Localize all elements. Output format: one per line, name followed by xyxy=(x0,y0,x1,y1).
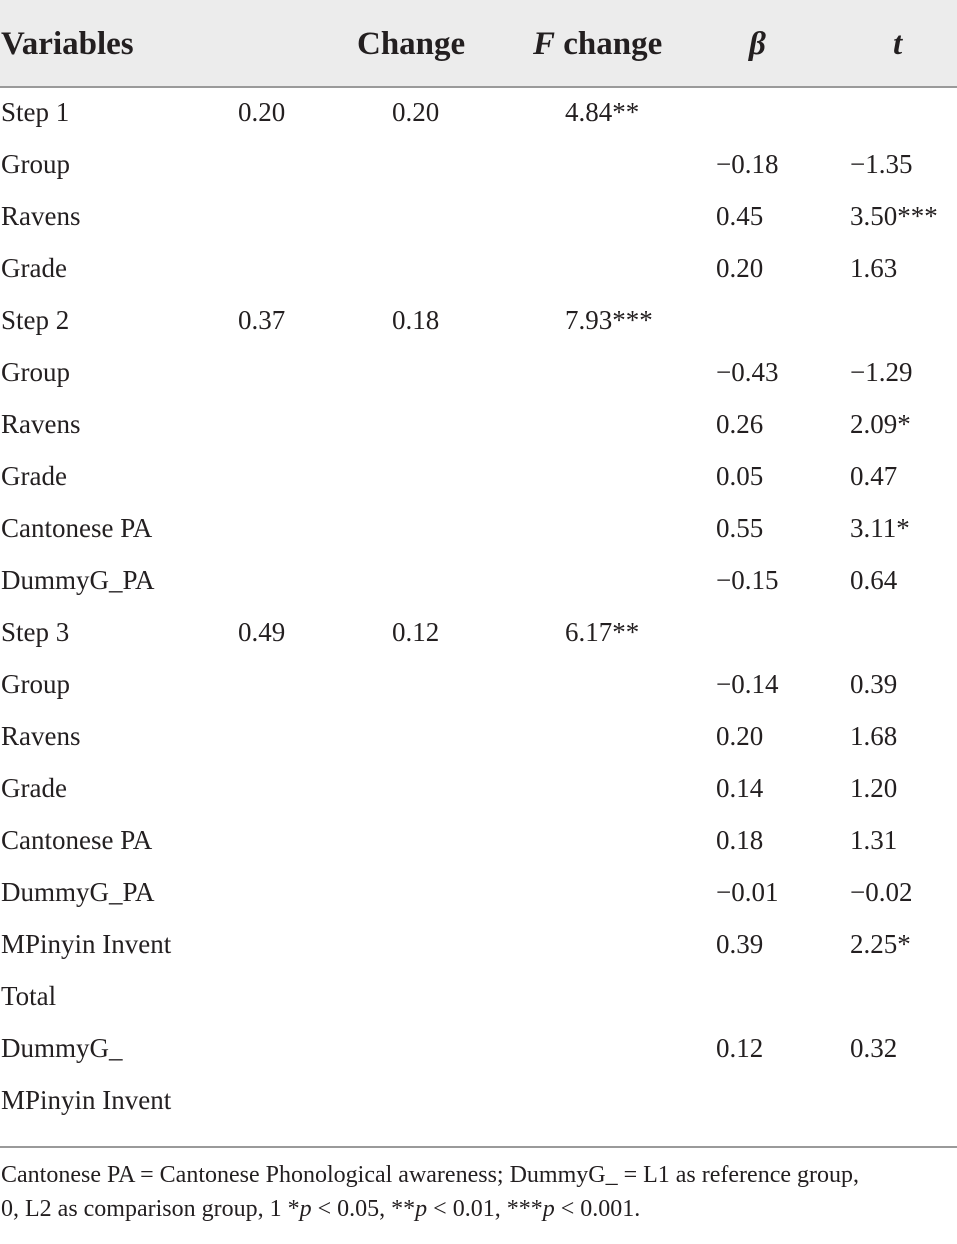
cell-t: 1.20 xyxy=(850,773,898,803)
table-row xyxy=(0,294,957,346)
table-row xyxy=(0,86,957,138)
cell-f-change: 7.93*** xyxy=(565,305,653,335)
header-f-symbol: F xyxy=(533,26,556,62)
table-row xyxy=(0,658,957,710)
cell-t: 0.64 xyxy=(850,565,898,595)
footnote-p-2: p xyxy=(415,1196,428,1222)
table-row xyxy=(0,970,957,1022)
cell-beta: −0.18 xyxy=(716,149,779,179)
cell-variable: Group xyxy=(1,149,70,179)
cell-variable: Group xyxy=(1,357,70,387)
cell-variable: Cantonese PA xyxy=(1,513,153,543)
cell-t: −0.02 xyxy=(850,877,913,907)
table-row xyxy=(0,814,957,866)
cell-variable: MPinyin Invent xyxy=(1,929,172,959)
cell-t: −1.35 xyxy=(850,149,913,179)
header-f-change xyxy=(533,22,662,66)
footnote-line-1: Cantonese PA = Cantonese Phonological awareness; DummyG_ = L1 as reference group, xyxy=(1,1162,859,1188)
cell-variable: Step 2 xyxy=(1,305,70,335)
footnote-line-2 xyxy=(1,1192,951,1226)
footnote-text-d: < 0.001. xyxy=(554,1196,641,1222)
cell-change: 0.18 xyxy=(392,305,440,335)
cell-t: 1.63 xyxy=(850,253,898,283)
table-row xyxy=(0,1022,957,1074)
cell-beta: 0.18 xyxy=(716,825,764,855)
cell-variable: Step 1 xyxy=(1,97,70,127)
cell-beta: 0.55 xyxy=(716,513,764,543)
cell-variable: DummyG_PA xyxy=(1,877,155,907)
cell-variable: Ravens xyxy=(1,721,81,751)
footnote-p-1: p xyxy=(299,1196,312,1222)
table-row xyxy=(0,190,957,242)
cell-f-change: 4.84** xyxy=(565,97,640,127)
footnote-text-b: < 0.05, ** xyxy=(311,1196,416,1222)
table-row xyxy=(0,398,957,450)
cell-t: 0.39 xyxy=(850,669,898,699)
cell-variable: Ravens xyxy=(1,409,81,439)
cell-beta: 0.39 xyxy=(716,929,764,959)
footnote-text-c: < 0.01, *** xyxy=(427,1196,543,1222)
cell-f-change: 6.17** xyxy=(565,617,640,647)
cell-beta: 0.20 xyxy=(716,721,764,751)
table-row xyxy=(0,242,957,294)
table-row xyxy=(0,138,957,190)
cell-variable: Grade xyxy=(1,461,67,491)
table-row xyxy=(0,450,957,502)
cell-beta: −0.01 xyxy=(716,877,779,907)
cell-beta: 0.26 xyxy=(716,409,764,439)
cell-beta: 0.45 xyxy=(716,201,764,231)
header-beta: β xyxy=(749,26,766,62)
table-row xyxy=(0,606,957,658)
table-bottom-rule xyxy=(0,1146,957,1148)
cell-beta: −0.14 xyxy=(716,669,779,699)
cell-t: 2.25* xyxy=(850,929,911,959)
cell-variable: Grade xyxy=(1,253,67,283)
cell-r2: 0.49 xyxy=(238,617,286,647)
header-f-change-label: change xyxy=(555,26,663,62)
header-change: Change xyxy=(357,26,466,62)
cell-t: −1.29 xyxy=(850,357,913,387)
footnote-text-a: 0, L2 as comparison group, 1 * xyxy=(1,1196,300,1222)
cell-variable: Cantonese PA xyxy=(1,825,153,855)
cell-variable: MPinyin Invent xyxy=(1,1085,172,1115)
cell-t: 0.32 xyxy=(850,1033,898,1063)
table-footnote xyxy=(1,1158,951,1226)
cell-t: 1.68 xyxy=(850,721,898,751)
table-row xyxy=(0,502,957,554)
footnote-p-3: p xyxy=(542,1196,555,1222)
header-t: t xyxy=(893,26,903,62)
cell-t: 0.47 xyxy=(850,461,898,491)
table-row xyxy=(0,554,957,606)
cell-beta: 0.12 xyxy=(716,1033,764,1063)
cell-variable: Total xyxy=(1,981,57,1011)
cell-t: 3.11* xyxy=(850,513,910,543)
cell-beta: 0.05 xyxy=(716,461,764,491)
cell-beta: 0.20 xyxy=(716,253,764,283)
table-row xyxy=(0,710,957,762)
table-row xyxy=(0,762,957,814)
cell-r2: 0.37 xyxy=(238,305,286,335)
table-row xyxy=(0,918,957,970)
cell-variable: DummyG_PA xyxy=(1,565,155,595)
cell-change: 0.12 xyxy=(392,617,440,647)
table-row xyxy=(0,866,957,918)
cell-beta: −0.43 xyxy=(716,357,779,387)
cell-variable: Grade xyxy=(1,773,67,803)
table-header xyxy=(0,0,957,88)
cell-beta: −0.15 xyxy=(716,565,779,595)
cell-change: 0.20 xyxy=(392,97,440,127)
table-row xyxy=(0,1074,957,1126)
cell-t: 2.09* xyxy=(850,409,911,439)
cell-r2: 0.20 xyxy=(238,97,286,127)
cell-variable: DummyG_ xyxy=(1,1033,123,1063)
cell-beta: 0.14 xyxy=(716,773,764,803)
cell-t: 1.31 xyxy=(850,825,898,855)
header-variables: Variables xyxy=(1,26,134,62)
cell-variable: Group xyxy=(1,669,70,699)
table-row xyxy=(0,346,957,398)
cell-variable: Step 3 xyxy=(1,617,70,647)
cell-t: 3.50*** xyxy=(850,201,938,231)
cell-variable: Ravens xyxy=(1,201,81,231)
